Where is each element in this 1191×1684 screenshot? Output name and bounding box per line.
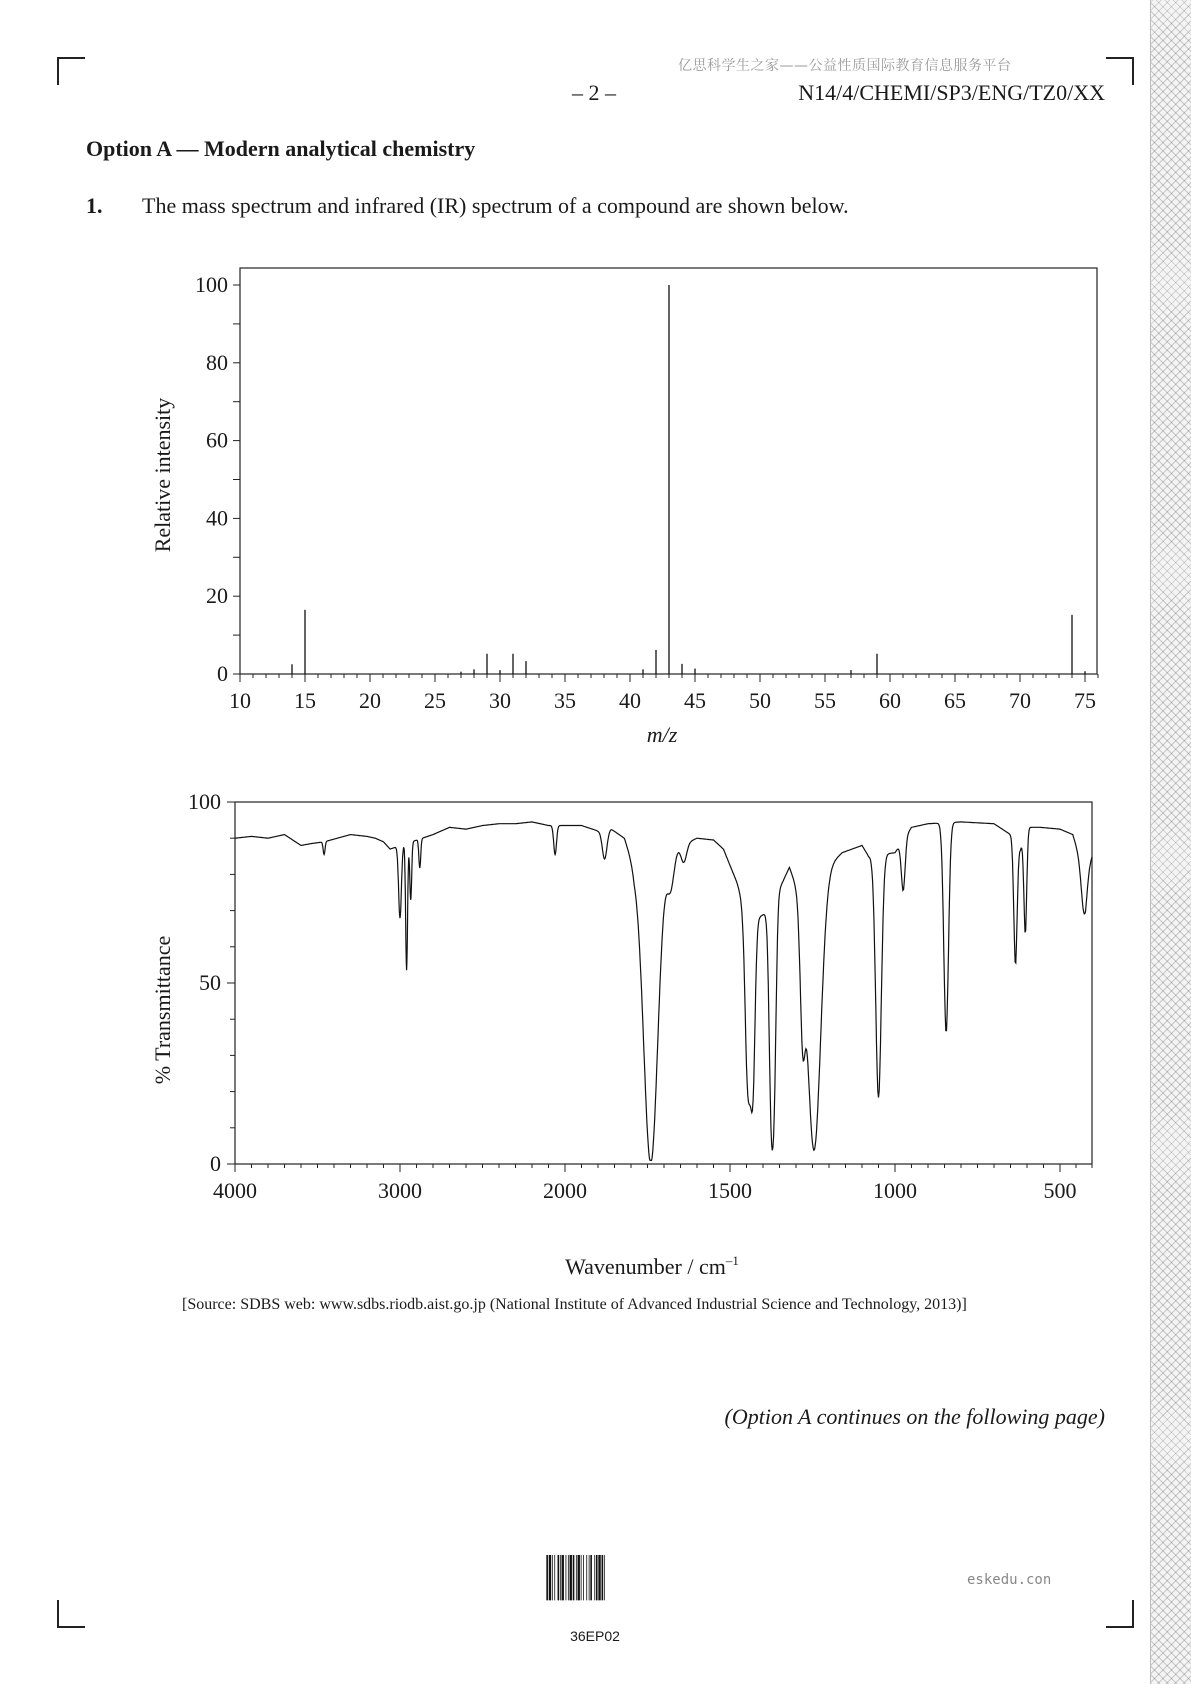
barcode-bar xyxy=(549,1555,551,1600)
barcode-bar xyxy=(583,1555,584,1600)
ir-y-tick-label: 0 xyxy=(210,1151,221,1176)
barcode-bar xyxy=(552,1555,553,1600)
continues-note: (Option A continues on the following page) xyxy=(724,1404,1105,1429)
ms-x-tick-label: 65 xyxy=(944,688,966,713)
ir-x-tick-label: 1000 xyxy=(873,1178,917,1203)
barcode-bar xyxy=(598,1555,600,1600)
barcode-bar xyxy=(578,1555,580,1600)
barcode-label: 36EP02 xyxy=(570,1628,620,1644)
footer-website: eskedu.con xyxy=(967,1572,1052,1588)
ir-x-axis-label xyxy=(565,1253,739,1279)
ms-x-axis xyxy=(229,674,1098,713)
source-citation: [Source: SDBS web: www.sdbs.riodb.aist.go.jp (National Institute of Advanced Industrial Science and Technology, 2013)] xyxy=(182,1296,967,1313)
ir-x-axis xyxy=(213,1164,1092,1203)
crop-mark-bottom-left xyxy=(57,1600,85,1628)
barcode-bar xyxy=(604,1555,605,1600)
crop-mark-bottom-right xyxy=(1106,1600,1134,1628)
document-code: N14/4/CHEMI/SP3/ENG/TZ0/XX xyxy=(798,80,1105,105)
section-title: Option A — Modern analytical chemistry xyxy=(86,136,476,161)
ir-y-tick-label: 50 xyxy=(199,970,221,995)
ms-x-tick-label: 45 xyxy=(684,688,706,713)
ir-transmittance-line xyxy=(235,822,1092,1161)
barcode-bar xyxy=(554,1555,555,1600)
ir-x-axis-label-sup: –1 xyxy=(725,1253,739,1268)
barcode-bar xyxy=(570,1555,572,1600)
ms-x-tick-label: 10 xyxy=(229,688,251,713)
barcode xyxy=(522,1555,668,1603)
ms-y-tick-label: 80 xyxy=(206,349,228,375)
ms-x-tick-label: 25 xyxy=(424,688,446,713)
barcode-bar xyxy=(573,1555,575,1600)
barcode-bar xyxy=(562,1555,564,1600)
barcode-bar xyxy=(589,1555,590,1600)
ir-y-axis-label: % Transmittance xyxy=(150,935,175,1085)
barcode-bar xyxy=(602,1555,604,1600)
barcode-bar xyxy=(558,1555,560,1600)
ir-y-axis xyxy=(188,789,235,1176)
ir-x-tick-label: 500 xyxy=(1043,1178,1077,1203)
ms-x-axis-label: m/z xyxy=(646,722,678,747)
ir-x-tick-label: 2000 xyxy=(543,1178,587,1203)
barcode-bar xyxy=(594,1555,595,1600)
question-number: 1. xyxy=(86,193,103,218)
ms-x-tick-label: 30 xyxy=(489,688,511,713)
ms-y-tick-label: 20 xyxy=(206,583,228,609)
ms-y-tick-label: 100 xyxy=(195,272,228,297)
ir-x-tick-label: 1500 xyxy=(708,1178,752,1203)
ms-peaks xyxy=(292,285,1085,674)
ms-x-tick-label: 40 xyxy=(619,688,641,713)
ms-y-tick-label: 0 xyxy=(217,661,228,686)
watermark-text: 亿思科学生之家——公益性质国际教育信息服务平台 xyxy=(678,58,1012,74)
ir-x-axis-label-main: Wavenumber / cm xyxy=(565,1254,726,1279)
ms-x-tick-label: 70 xyxy=(1009,688,1031,713)
barcode-bar xyxy=(568,1555,569,1600)
ms-x-tick-label: 60 xyxy=(879,688,901,713)
barcode-bar xyxy=(596,1555,598,1600)
ms-x-tick-label: 20 xyxy=(359,688,381,713)
ms-x-tick-label: 55 xyxy=(814,688,836,713)
question-text: The mass spectrum and infrared (IR) spectrum of a compound are shown below. xyxy=(142,193,849,218)
barcode-bar xyxy=(586,1555,587,1600)
barcode-bar xyxy=(560,1555,561,1600)
mass-spectrum-chart xyxy=(0,0,1191,760)
barcode-bar xyxy=(546,1555,548,1600)
ms-y-axis xyxy=(195,272,240,686)
barcode-bar xyxy=(576,1555,577,1600)
barcode-bar xyxy=(566,1555,567,1600)
ms-y-axis-label: Relative intensity xyxy=(150,397,175,553)
ms-x-tick-label: 50 xyxy=(749,688,771,713)
ir-x-tick-label: 3000 xyxy=(378,1178,422,1203)
ms-y-tick-label: 40 xyxy=(206,505,228,531)
barcode-bar xyxy=(590,1555,592,1600)
barcode-bar xyxy=(581,1555,582,1600)
ir-x-tick-label: 4000 xyxy=(213,1178,257,1203)
ms-x-tick-label: 35 xyxy=(554,688,576,713)
ms-x-tick-label: 75 xyxy=(1074,688,1096,713)
page-number: – 2 – xyxy=(572,80,616,105)
ms-x-tick-label: 15 xyxy=(294,688,316,713)
ir-plot-frame xyxy=(235,802,1092,1164)
ms-y-tick-label: 60 xyxy=(206,427,228,453)
ir-spectrum-chart xyxy=(0,760,1191,1280)
ir-y-tick-label: 100 xyxy=(188,789,221,814)
